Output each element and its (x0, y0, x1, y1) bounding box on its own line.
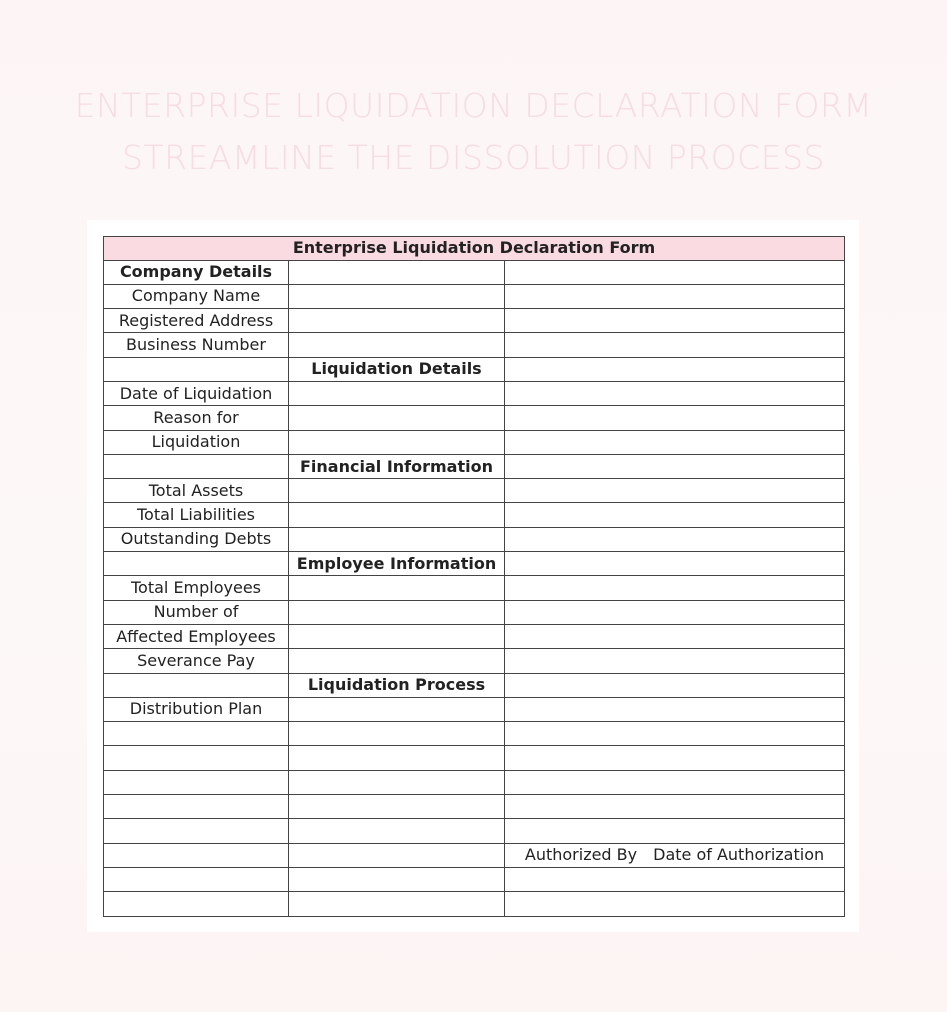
field-label-cell: Reason for (104, 406, 289, 430)
value-cell[interactable] (289, 819, 505, 843)
field-label-cell: Liquidation (104, 430, 289, 454)
value-cell[interactable] (505, 770, 845, 794)
value-cell[interactable] (505, 309, 845, 333)
form-row (104, 600, 845, 624)
value-cell[interactable] (289, 697, 505, 721)
form-row (104, 867, 845, 891)
field-label-cell: Outstanding Debts (104, 527, 289, 551)
value-cell[interactable] (289, 333, 505, 357)
field-label-cell: Severance Pay (104, 649, 289, 673)
form-row (104, 381, 845, 405)
value-cell[interactable] (289, 867, 505, 891)
label-cell-empty[interactable] (104, 357, 289, 381)
label-cell-empty[interactable] (104, 746, 289, 770)
form-row (104, 430, 845, 454)
value-cell[interactable] (505, 795, 845, 819)
section-header-cell: Liquidation Process (289, 673, 505, 697)
value-cell[interactable] (505, 284, 845, 308)
label-cell-empty[interactable] (104, 795, 289, 819)
field-label-cell: Registered Address (104, 309, 289, 333)
page-heading-line1: ENTERPRISE LIQUIDATION DECLARATION FORM (74, 86, 873, 125)
field-label-cell: Total Liabilities (104, 503, 289, 527)
value-cell[interactable] (505, 746, 845, 770)
label-cell-empty[interactable] (104, 892, 289, 916)
value-cell[interactable] (289, 576, 505, 600)
value-cell[interactable] (505, 503, 845, 527)
form-row (104, 697, 845, 721)
value-cell[interactable] (505, 649, 845, 673)
value-cell[interactable] (505, 260, 845, 284)
form-row (104, 576, 845, 600)
form-row (104, 843, 845, 867)
authorization-labels (505, 844, 844, 866)
form-row (104, 795, 845, 819)
value-cell[interactable] (505, 673, 845, 697)
form-row (104, 309, 845, 333)
authorized-by-label: Authorized By (524, 845, 638, 865)
field-label-cell: Company Name (104, 284, 289, 308)
section-header-cell: Financial Information (289, 454, 505, 478)
form-row (104, 892, 845, 916)
field-label-cell: Number of (104, 600, 289, 624)
form-row (104, 819, 845, 843)
label-cell-empty[interactable] (104, 454, 289, 478)
field-label-cell: Total Assets (104, 479, 289, 503)
value-cell[interactable] (289, 527, 505, 551)
value-cell[interactable] (289, 309, 505, 333)
form-row (104, 260, 845, 284)
page-heading-line2: STREAMLINE THE DISSOLUTION PROCESS (122, 138, 825, 177)
section-header-cell: Employee Information (289, 552, 505, 576)
label-cell-empty[interactable] (104, 770, 289, 794)
value-cell[interactable] (505, 867, 845, 891)
value-cell[interactable] (505, 527, 845, 551)
form-row (104, 503, 845, 527)
field-label-cell: Distribution Plan (104, 697, 289, 721)
form-row (104, 770, 845, 794)
value-cell[interactable] (289, 770, 505, 794)
value-cell[interactable] (505, 697, 845, 721)
value-cell[interactable] (289, 649, 505, 673)
value-cell[interactable] (505, 552, 845, 576)
value-cell[interactable] (289, 722, 505, 746)
label-cell-empty[interactable] (104, 819, 289, 843)
value-cell[interactable] (289, 746, 505, 770)
section-header-cell: Liquidation Details (289, 357, 505, 381)
form-row (104, 673, 845, 697)
form-title-row (104, 237, 845, 261)
value-cell[interactable] (289, 479, 505, 503)
value-cell[interactable] (505, 819, 845, 843)
value-cell[interactable] (289, 600, 505, 624)
value-cell[interactable] (505, 454, 845, 478)
value-cell[interactable] (289, 430, 505, 454)
value-cell[interactable] (505, 430, 845, 454)
form-card (87, 220, 859, 932)
value-cell[interactable] (505, 479, 845, 503)
label-cell-empty[interactable] (104, 722, 289, 746)
value-cell[interactable] (289, 381, 505, 405)
value-cell[interactable] (505, 381, 845, 405)
value-cell[interactable] (505, 576, 845, 600)
form-title: Enterprise Liquidation Declaration Form (104, 237, 845, 261)
label-cell-empty[interactable] (104, 843, 289, 867)
label-cell-empty[interactable] (104, 552, 289, 576)
value-cell[interactable] (505, 624, 845, 648)
value-cell[interactable] (505, 600, 845, 624)
value-cell[interactable] (289, 624, 505, 648)
form-row (104, 722, 845, 746)
field-label-cell: Date of Liquidation (104, 381, 289, 405)
value-cell[interactable] (505, 357, 845, 381)
section-header-cell: Company Details (104, 260, 289, 284)
form-row (104, 454, 845, 478)
value-cell[interactable] (289, 892, 505, 916)
label-cell-empty[interactable] (104, 673, 289, 697)
value-cell[interactable] (505, 892, 845, 916)
field-label-cell: Total Employees (104, 576, 289, 600)
form-row (104, 284, 845, 308)
form-row (104, 479, 845, 503)
form-row (104, 624, 845, 648)
value-cell[interactable] (289, 795, 505, 819)
form-row (104, 649, 845, 673)
value-cell[interactable] (289, 406, 505, 430)
form-row (104, 527, 845, 551)
authorization-cell[interactable] (505, 843, 845, 867)
field-label-cell: Affected Employees (104, 624, 289, 648)
value-cell[interactable] (289, 503, 505, 527)
form-row (104, 357, 845, 381)
form-row (104, 406, 845, 430)
label-cell-empty[interactable] (104, 867, 289, 891)
date-of-authorization-label: Date of Authorization (653, 845, 825, 865)
declaration-form-table (103, 236, 845, 917)
value-cell[interactable] (289, 260, 505, 284)
form-row (104, 552, 845, 576)
value-cell[interactable] (289, 284, 505, 308)
value-cell[interactable] (505, 333, 845, 357)
value-cell[interactable] (505, 406, 845, 430)
field-label-cell: Business Number (104, 333, 289, 357)
form-row (104, 333, 845, 357)
form-row (104, 746, 845, 770)
value-cell[interactable] (289, 843, 505, 867)
value-cell[interactable] (505, 722, 845, 746)
